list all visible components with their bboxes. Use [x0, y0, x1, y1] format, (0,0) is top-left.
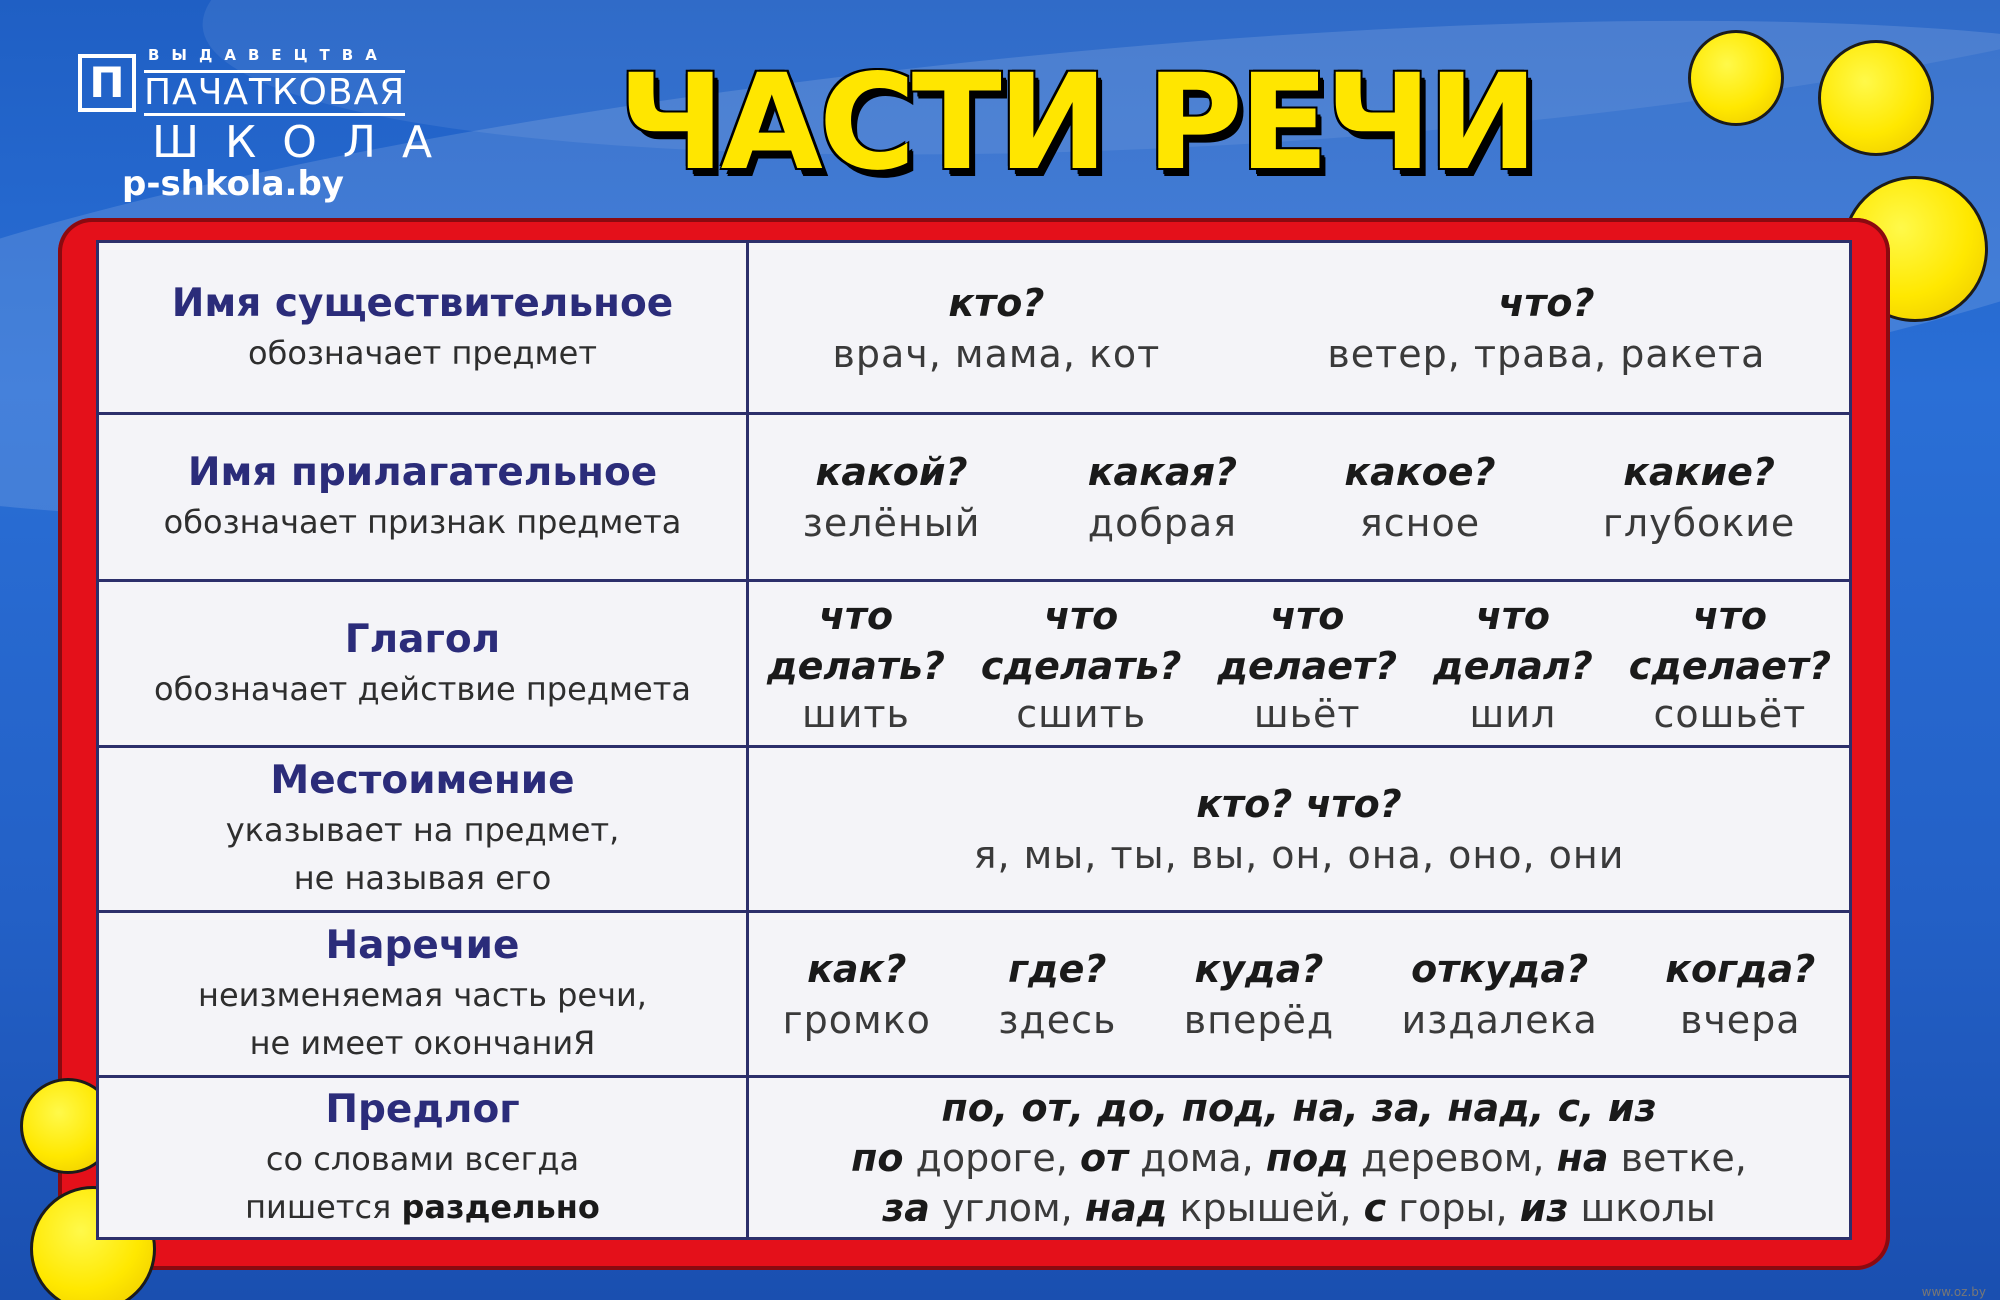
question: кто? что?: [1196, 782, 1402, 826]
parts-of-speech-table: [96, 240, 1852, 1240]
table-row-adverb: [99, 913, 1849, 1078]
question-example: [1401, 943, 1597, 1045]
yellow-circle-icon: [1688, 30, 1784, 126]
part-description: обозначает действие предмета: [154, 669, 691, 708]
question-example: [1184, 943, 1334, 1045]
example: ясное: [1359, 501, 1481, 545]
question-example: [1629, 591, 1831, 737]
example: сшить: [1016, 691, 1147, 736]
preposition: за: [882, 1185, 930, 1230]
preposition-word: дома,: [1128, 1135, 1266, 1180]
question: делает?: [1217, 643, 1398, 688]
preposition-word: горы,: [1386, 1185, 1520, 1230]
preposition-list: по, от, до, под, на, за, над, с, из: [941, 1085, 1657, 1130]
question-example: [1665, 943, 1815, 1045]
part-name: Имя существительное: [171, 280, 674, 326]
preposition: из: [1519, 1185, 1569, 1230]
part-description: указывает на предмет,: [225, 811, 620, 849]
question: где?: [1008, 947, 1107, 991]
preposition: под: [1265, 1135, 1349, 1180]
poster-title: ЧАСТИ РЕЧИ: [618, 46, 1535, 200]
example: здесь: [998, 998, 1117, 1042]
question: какой?: [815, 450, 968, 494]
preposition: от: [1079, 1135, 1129, 1180]
example: громко: [782, 998, 931, 1042]
row-examples-cell: [749, 243, 1849, 412]
question: делать?: [766, 643, 945, 688]
question-example: [1344, 446, 1495, 548]
example: вперёд: [1183, 998, 1335, 1042]
description-emphasis: раздельно: [401, 1187, 600, 1226]
question: что?: [1498, 280, 1595, 325]
table-row-noun: [99, 243, 1849, 415]
part-description: обозначает признак предмета: [163, 503, 682, 541]
part-name: Глагол: [344, 616, 501, 662]
part-description: [245, 1183, 600, 1231]
question: кто?: [948, 280, 1045, 325]
part-name: Наречие: [325, 923, 520, 968]
question: сделать?: [980, 643, 1182, 688]
publisher-bottom-text: ШКОЛА: [152, 117, 459, 168]
question-example: [1603, 446, 1795, 548]
table-row-adjective: [99, 415, 1849, 582]
question-word: что: [818, 593, 894, 638]
question-example: [974, 778, 1625, 880]
yellow-circle-icon: [1818, 40, 1934, 156]
question-word: что: [1270, 593, 1345, 638]
preposition-word: крышей,: [1167, 1185, 1364, 1230]
row-examples-cell: [749, 1078, 1849, 1237]
preposition-word: углом,: [929, 1185, 1085, 1230]
question-word: что: [1692, 593, 1767, 638]
part-description: обозначает предмет: [248, 333, 597, 372]
question: какая?: [1087, 450, 1238, 494]
part-description: не имеет окончаниЯ: [249, 1024, 596, 1062]
example: врач, мама, кот: [832, 331, 1161, 376]
question: как?: [807, 947, 907, 991]
part-description: неизменяемая часть речи,: [198, 976, 647, 1014]
preposition: с: [1363, 1185, 1387, 1230]
example: издалека: [1401, 998, 1598, 1042]
publisher-middle-text: ПАЧАТКОВАЯ: [144, 70, 405, 116]
preposition: над: [1084, 1185, 1168, 1230]
table-row-verb: [99, 582, 1849, 748]
preposition-word: ветке,: [1608, 1135, 1747, 1180]
question: делал?: [1433, 643, 1593, 688]
publisher-site: p-shkola.by: [122, 164, 344, 204]
table-row-preposition: [99, 1078, 1849, 1237]
question: когда?: [1665, 947, 1816, 991]
question-example: [1327, 277, 1765, 379]
part-description: со словами всегда: [265, 1139, 580, 1178]
table-row-pronoun: [99, 748, 1849, 913]
example: шил: [1469, 691, 1557, 736]
question-word: что: [1044, 593, 1119, 638]
example: добрая: [1087, 501, 1238, 545]
row-heading-cell: [99, 243, 749, 412]
row-heading-cell: [99, 748, 749, 910]
example: глубокие: [1602, 501, 1796, 545]
publisher-top-text: ВЫДАВЕЦТВА: [148, 46, 389, 64]
question-example: [981, 591, 1182, 737]
example: ветер, трава, ракета: [1327, 331, 1766, 376]
publisher-logo: [78, 46, 459, 168]
question: сделает?: [1628, 643, 1832, 688]
row-examples-cell: [749, 748, 1849, 910]
preposition-examples-line: [851, 1133, 1747, 1183]
row-heading-cell: [99, 415, 749, 579]
question-example: [833, 277, 1161, 379]
row-heading-cell: [99, 1078, 749, 1237]
question-example: [1088, 446, 1237, 548]
description-text: пишется: [245, 1187, 402, 1226]
question-example: [1217, 591, 1397, 737]
question-example: [1433, 591, 1593, 737]
publisher-mark-icon: П: [78, 54, 136, 112]
part-description: не называя его: [293, 859, 552, 897]
part-name: Предлог: [325, 1086, 520, 1132]
question: какое?: [1344, 450, 1496, 494]
part-name: Имя прилагательное: [187, 450, 658, 495]
preposition-examples-line: [882, 1183, 1716, 1233]
preposition-word: деревом,: [1348, 1135, 1557, 1180]
question-example: [998, 943, 1116, 1045]
row-examples-cell: [749, 415, 1849, 579]
watermark: www.oz.by: [1921, 1285, 1986, 1299]
question-example: [767, 591, 945, 737]
question-example: [783, 943, 931, 1045]
question: какие?: [1623, 450, 1775, 494]
row-examples-cell: [749, 582, 1849, 745]
row-heading-cell: [99, 913, 749, 1075]
example: вчера: [1679, 998, 1801, 1042]
row-heading-cell: [99, 582, 749, 745]
preposition-word: школы: [1568, 1185, 1716, 1230]
example: сошьёт: [1653, 691, 1807, 736]
row-examples-cell: [749, 913, 1849, 1075]
preposition: на: [1556, 1135, 1609, 1180]
part-name: Местоимение: [270, 758, 575, 803]
question: куда?: [1194, 947, 1324, 991]
example: я, мы, ты, вы, он, она, оно, они: [973, 833, 1625, 877]
preposition-word: дороге,: [903, 1135, 1080, 1180]
example: зелёный: [802, 501, 981, 545]
example: шьёт: [1253, 691, 1361, 736]
question: откуда?: [1411, 947, 1589, 991]
question-example: [803, 446, 981, 548]
preposition: по: [851, 1135, 904, 1180]
question-word: что: [1475, 593, 1551, 638]
example: шить: [801, 691, 910, 736]
